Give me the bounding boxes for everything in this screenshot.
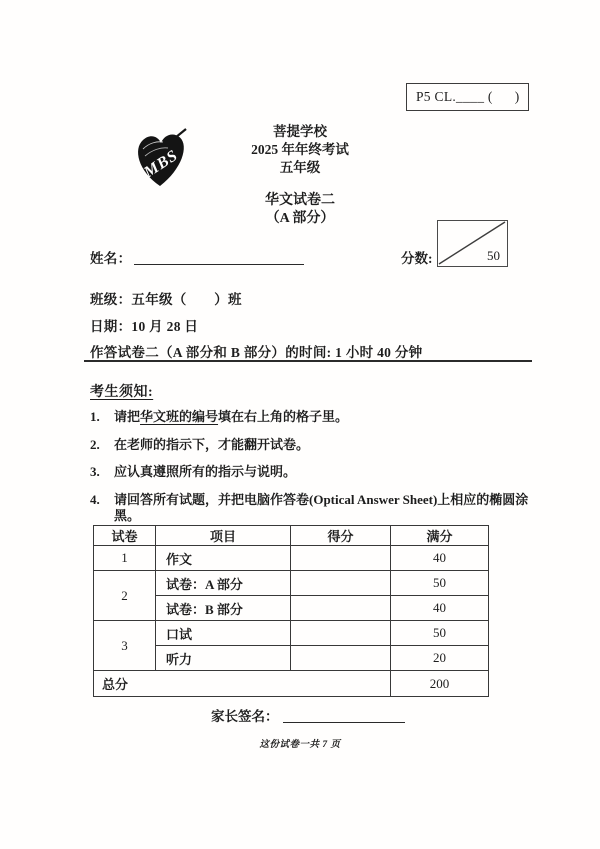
score-cell-empty [291, 571, 391, 596]
table-total-row [94, 671, 489, 697]
item-cell: 听力 [156, 646, 291, 671]
class-number-box [406, 83, 529, 111]
instructions-list [90, 409, 535, 536]
item-number: 3. [90, 464, 100, 479]
col-header-item: 项目 [156, 526, 291, 546]
marks-table [93, 525, 489, 697]
page-count-note: 这份试卷一共 7 页 [259, 740, 341, 750]
max-cell: 50 [391, 571, 489, 596]
score-cell-empty [291, 546, 391, 571]
class-line: 班级：五年级（ ）班 [90, 292, 242, 307]
score-box [437, 220, 508, 267]
col-header-score: 得分 [291, 526, 391, 546]
signature-blank-line [283, 709, 405, 723]
col-header-max: 满分 [391, 526, 489, 546]
paper-cell: 2 [94, 571, 156, 621]
date-line: 日期：10 月 28 日 [90, 319, 199, 334]
score-cell-empty [291, 621, 391, 646]
instruction-item [90, 464, 535, 481]
table-header-row [94, 526, 489, 546]
score-label: 分数: [401, 251, 433, 266]
item-cell: 试卷：B 部分 [156, 596, 291, 621]
instructions-title: 考生须知: [90, 385, 154, 400]
instruction-item [90, 492, 535, 525]
name-blank-line [134, 251, 304, 265]
paper-part: （A 部分） [265, 211, 335, 226]
paper-cell: 3 [94, 621, 156, 671]
signature-label: 家长签名： [211, 709, 279, 724]
school-header [0, 123, 600, 177]
score-max-value: 50 [487, 248, 500, 263]
total-label-cell: 总分 [94, 671, 391, 697]
item-cell: 试卷：A 部分 [156, 571, 291, 596]
paper-title: 华文试卷二 [265, 193, 335, 208]
item-number: 1. [90, 409, 100, 424]
school-name: 菩提学校 [273, 124, 327, 139]
score-cell-empty [291, 646, 391, 671]
col-header-paper: 试卷 [94, 526, 156, 546]
paper-title-block [0, 192, 600, 228]
item-text-post: 填在右上角的格子里。 [218, 409, 349, 424]
max-cell: 40 [391, 546, 489, 571]
item-number: 2. [90, 436, 100, 452]
instruction-item [90, 437, 535, 454]
max-cell: 50 [391, 621, 489, 646]
grade-level: 五年级 [279, 160, 321, 175]
item-text: 在老师的指示下，才能翻开试卷。 [114, 436, 310, 452]
total-max-cell: 200 [391, 671, 489, 697]
item-text-underlined: 华文班的编号 [140, 409, 219, 424]
item-cell: 口试 [156, 621, 291, 646]
paper-cell: 1 [94, 546, 156, 571]
item-text: 应认真遵照所有的指示与说明。 [114, 464, 297, 479]
max-cell: 20 [391, 646, 489, 671]
signature-line [211, 705, 405, 725]
item-text [114, 409, 348, 426]
instruction-item [90, 409, 535, 426]
max-cell: 40 [391, 596, 489, 621]
name-line [90, 247, 304, 267]
item-text-pre: 请把 [114, 409, 141, 424]
class-number-text: P5 CL.____ ( ) [416, 89, 520, 104]
exam-name: 2025 年年终考试 [251, 142, 349, 157]
marks-table-wrap [93, 525, 489, 697]
item-cell: 作文 [156, 546, 291, 571]
separator-rule [84, 360, 532, 362]
logo-text: MBS [141, 146, 182, 182]
table-row [94, 546, 489, 571]
name-label: 姓名： [90, 251, 132, 266]
item-text: 请回答所有试题，并把电脑作答卷(Optical Answer Sheet)上相应的椭圆涂黑。 [114, 491, 529, 523]
table-row [94, 571, 489, 596]
duration-line: 作答试卷二（A 部分和 B 部分）的时间: 1 小时 40 分钟 [90, 345, 423, 360]
item-number: 4. [90, 491, 100, 507]
table-row [94, 621, 489, 646]
score-cell-empty [291, 596, 391, 621]
